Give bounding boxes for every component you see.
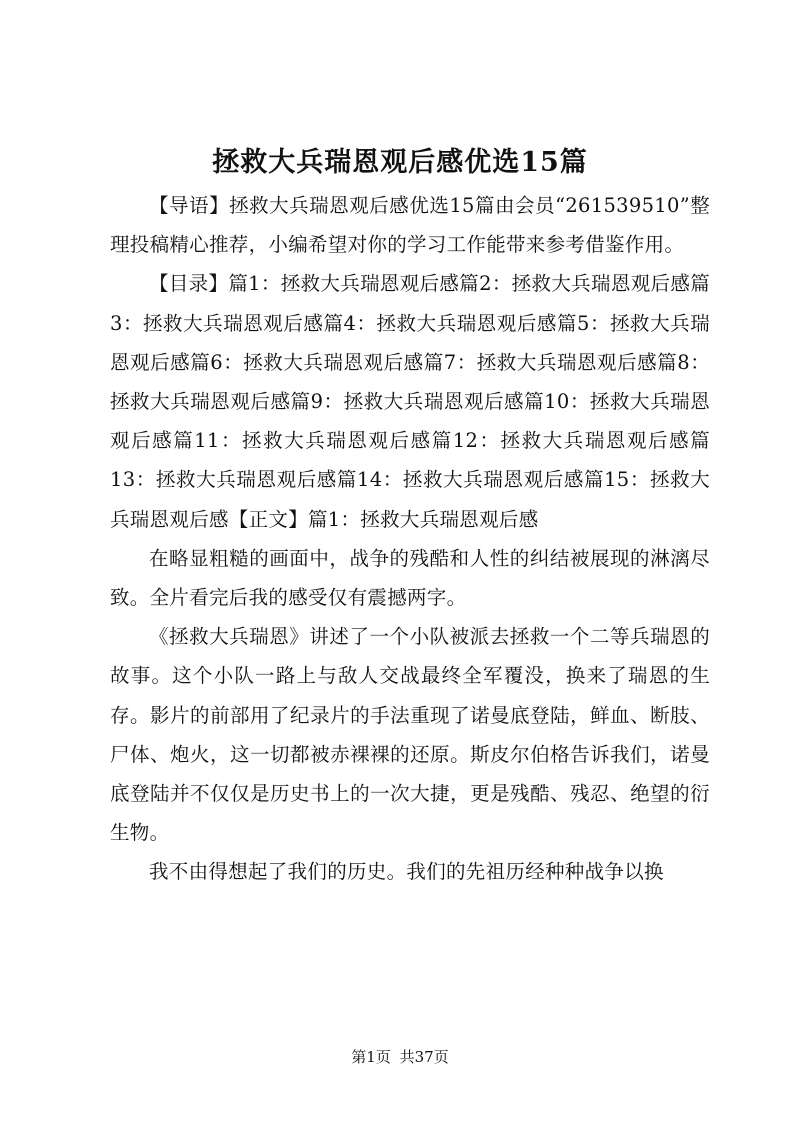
page-number: 第1页 xyxy=(351,1048,391,1066)
paragraph-toc: 【目录】篇1：拯救大兵瑞恩观后感篇2：拯救大兵瑞恩观后感篇3：拯救大兵瑞恩观后感篇4：拯救大兵瑞恩观后感篇5：拯救大兵瑞恩观后感篇6：拯救大兵瑞恩观后感篇7：拯救大兵瑞恩观后感篇8：拯救大兵瑞恩观后感篇9：拯救大兵瑞恩观后感篇10：拯救大兵瑞恩观后感篇11：拯救大兵瑞恩观后感篇12：拯救大兵瑞恩观后感篇13：拯救大兵瑞恩观后感篇14：拯救大兵瑞恩观后感篇15：拯救大兵瑞恩观后感【正文】篇1：拯救大兵瑞恩观后感 xyxy=(110,272,710,531)
page-footer xyxy=(0,1046,800,1067)
document-body xyxy=(110,186,710,892)
paragraph-impression: 在略显粗糙的画面中，战争的残酷和人性的纠结被展现的淋漓尽致。全片看完后我的感受仅有震撼两字。 xyxy=(110,546,710,610)
paragraph-intro: 【导语】拯救大兵瑞恩观后感优选15篇由会员“261539510”整理投稿精心推荐，小编希望对你的学习工作能带来参考借鉴作用。 xyxy=(110,194,710,257)
document-title: 拯救大兵瑞恩观后感优选15篇 xyxy=(212,147,588,178)
page-total: 共37页 xyxy=(399,1048,449,1066)
paragraph-story: 《拯救大兵瑞恩》讲述了一个小队被派去拯救一个二等兵瑞恩的故事。这个小队一路上与敌人交战最终全军覆没，换来了瑞恩的生存。影片的前部用了纪录片的手法重现了诺曼底登陆，鲜血、断肢、尸体、炮火，这一切都被赤裸裸的还原。斯皮尔伯格告诉我们，诺曼底登陆并不仅仅是历史书上的一次大捷，更是残酷、残忍、绝望的衍生物。 xyxy=(110,625,710,845)
paragraph-history: 我不由得想起了我们的历史。我们的先祖历经种种战争以换 xyxy=(149,860,664,884)
